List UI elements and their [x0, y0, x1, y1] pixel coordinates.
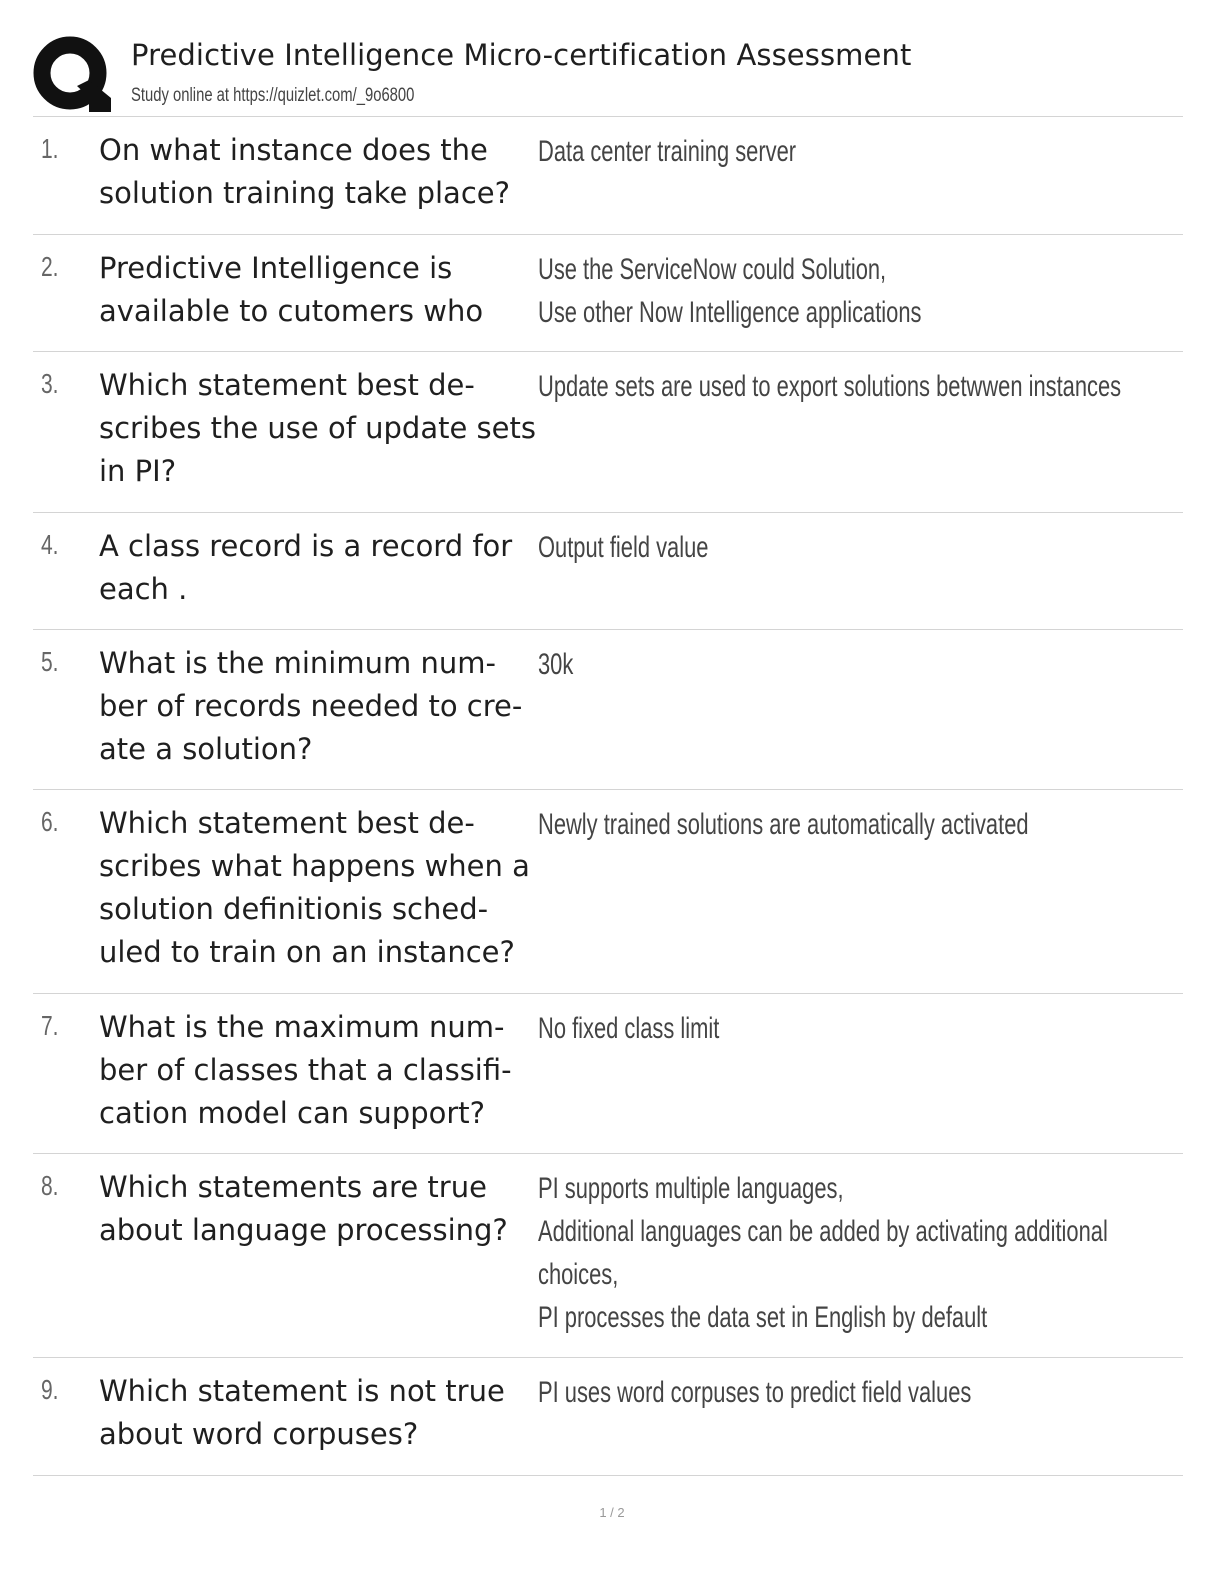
qa-row — [33, 630, 1183, 790]
qa-row — [33, 790, 1183, 994]
qa-row — [33, 352, 1183, 513]
answer-text — [538, 526, 1137, 569]
quizlet-q-logo-icon — [33, 36, 111, 114]
question-text: Which statements are true about language processing? — [99, 1170, 508, 1247]
question-text: On what instance does the solution training take place? — [99, 133, 510, 210]
question-text: Which statement is not true about word corpuses? — [99, 1374, 505, 1451]
question-text: A class record is a record for each . — [99, 529, 513, 606]
answer-text — [538, 130, 1137, 173]
answer-text — [538, 1371, 1137, 1414]
qa-row — [33, 513, 1183, 630]
qa-row — [33, 117, 1183, 235]
page-number: 1 / 2 — [599, 1505, 625, 1520]
answer-text — [538, 365, 1137, 408]
document-header — [33, 30, 1183, 116]
answer-line: Use the ServiceNow could Solution, — [538, 253, 887, 286]
question-number: 8. — [41, 1170, 59, 1201]
qa-row — [33, 1154, 1183, 1358]
question-number: 3. — [41, 368, 59, 399]
question-number: 9. — [41, 1374, 59, 1405]
answer-line: PI uses word corpuses to predict field values — [538, 1376, 972, 1409]
question-number: 6. — [41, 806, 59, 837]
answer-line: Newly trained solutions are automatically activated — [538, 808, 1029, 841]
answer-text — [538, 1007, 1137, 1050]
question-number: 1. — [41, 133, 59, 164]
qa-row — [33, 235, 1183, 352]
question-number: 4. — [41, 529, 59, 560]
answer-line: choices, — [538, 1258, 619, 1291]
question-text: Predictive Intelligence is available to cutomers who — [99, 251, 484, 328]
answer-line: Update sets are used to export solutions betwwen instances — [538, 370, 1122, 403]
answer-line: Output field value — [538, 531, 709, 564]
answer-line: 30k — [538, 648, 574, 681]
answer-line: PI processes the data set in English by default — [538, 1301, 988, 1334]
question-text: What is the maximum num-ber of classes that a classifi-cation model can support? — [99, 1010, 512, 1130]
qa-row — [33, 994, 1183, 1154]
question-text: What is the minimum num-ber of records needed to cre-ate a solution? — [99, 646, 523, 766]
question-number: 5. — [41, 646, 59, 677]
answer-line: Use other Now Intelligence applications — [538, 296, 922, 329]
answer-text — [538, 803, 1137, 846]
question-text: Which statement best de-scribes what happens when a solution definitionis sched-uled to train on an instance? — [99, 806, 530, 969]
question-number: 7. — [41, 1010, 59, 1041]
question-text: Which statement best de-scribes the use of update sets in PI? — [99, 368, 536, 488]
qa-row — [33, 1358, 1183, 1476]
answer-text — [538, 248, 1137, 334]
answer-line: No fixed class limit — [538, 1012, 720, 1045]
study-online-link[interactable]: Study online at https://quizlet.com/_9o6800 — [131, 85, 415, 106]
answer-line: PI supports multiple languages, — [538, 1172, 844, 1205]
answer-text — [538, 1167, 1137, 1339]
question-number: 2. — [41, 251, 59, 282]
answer-line: Additional languages can be added by activating additional — [538, 1215, 1108, 1248]
document-title: Predictive Intelligence Micro-certification Assessment — [131, 38, 912, 72]
answer-line: Data center training server — [538, 135, 797, 168]
answer-text — [538, 643, 1137, 686]
question-answer-list — [33, 117, 1183, 1476]
